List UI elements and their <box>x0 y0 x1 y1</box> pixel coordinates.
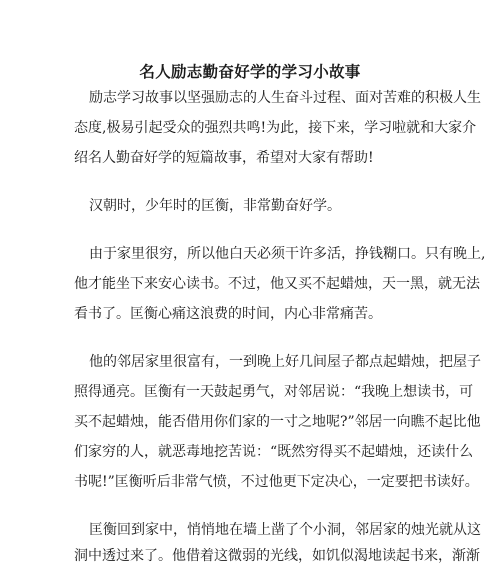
document-title: 名人励志勤奋好学的学习小故事 <box>139 63 361 81</box>
paragraph-line: 由于家里很穷，所以他白天必须干许多活，挣钱糊口。只有晚上, <box>89 246 486 262</box>
paragraph-line: 绍名人勤奋好学的短篇故事，希望对大家有帮助! <box>74 150 374 166</box>
paragraph-line: 照得通亮。匡衡有一天鼓起勇气，对邻居说：“我晚上想读书，可 <box>74 384 474 400</box>
paragraph-line: 他才能坐下来安心读书。不过，他又买不起蜡烛，天一黑，就无法 <box>74 276 480 292</box>
paragraph-line: 书呢!”匡衡听后非常气愤，不过他更下定决心，一定要把书读好。 <box>74 474 479 490</box>
paragraph-line: 匡衡回到家中，悄悄地在墙上凿了个小洞，邻居家的烛光就从这 <box>89 522 481 538</box>
paragraph-line: 们家穷的人，就恶毒地挖苦说：“既然穷得买不起蜡烛，还读什么 <box>74 444 474 460</box>
paragraph-line: 洞中透过来了。他借着这微弱的光线，如饥似渴地读起书来，渐渐 <box>74 548 480 564</box>
paragraph-line: 买不起蜡烛，能否借用你们家的一寸之地呢?”邻居一向瞧不起比他 <box>74 414 481 430</box>
paragraph-line: 励志学习故事以坚强励志的人生奋斗过程、面对苦难的积极人生 <box>89 90 481 106</box>
paragraph-line: 他的邻居家里很富有，一到晚上好几间屋子都点起蜡烛，把屋子 <box>89 354 481 370</box>
paragraph-line: 汉朝时，少年时的匡衡，非常勤奋好学。 <box>89 198 341 214</box>
paragraph-line: 看书了。匡衡心痛这浪费的时间，内心非常痛苦。 <box>74 306 382 322</box>
paragraph-line: 态度,极易引起受众的强烈共鸣!为此，接下来，学习啦就和大家介 <box>74 120 477 136</box>
